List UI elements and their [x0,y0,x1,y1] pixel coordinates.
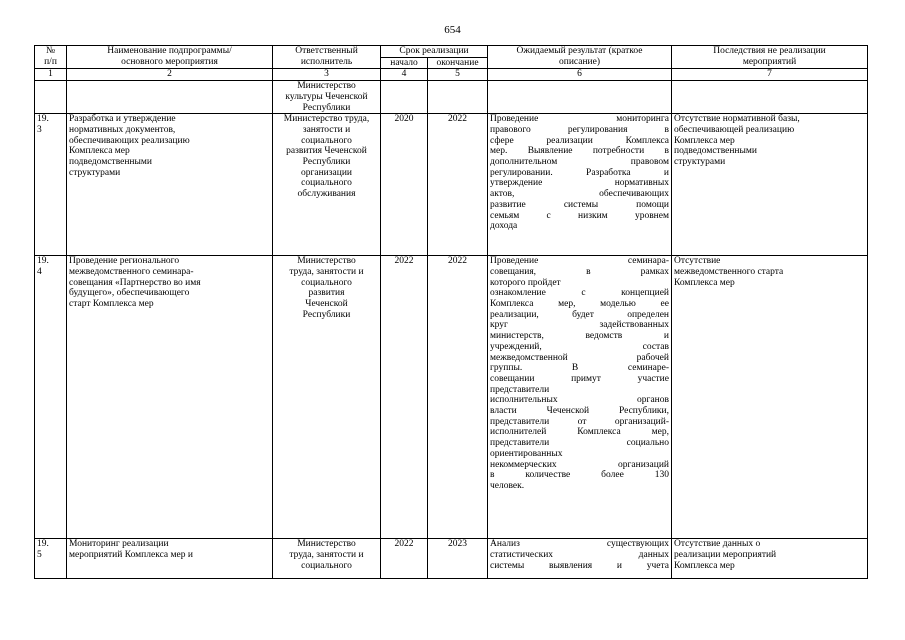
table-row [35,256,868,539]
header-consequences: Последствия не реализации мероприятий [672,46,868,69]
row-executor: Министерство труда, занятости и социального развития Чеченской Республики организации социального обслуживания [273,114,381,256]
row-consequences: Отсутствие межведомственного старта Комплекса мер [672,256,868,539]
row-executor: Министерство труда, занятости и социального [273,539,381,579]
row-name: Проведение регионального межведомственного семинара- совещания «Партнерство во имя будущего», обеспечивающего старт Комплекса мер [67,256,273,539]
row-executor: Министерство труда, занятости и социального развития Чеченской Республики [273,256,381,539]
row-name: Мониторинг реализации мероприятий Комплекса мер и [67,539,273,579]
row-end: 2023 [428,539,488,579]
header-start: начало [381,57,428,69]
col-number: 1 [35,69,67,81]
row-result [488,81,672,114]
row-num: 19. 5 [35,539,67,579]
row-name [67,81,273,114]
row-end: 2022 [428,256,488,539]
header-name: Наименование подпрограммы/ основного мероприятия [67,46,273,69]
row-result: Анализ существующих статистических данных системы выявления и учета [488,539,672,579]
header-executor: Ответственный исполнитель [273,46,381,69]
row-result: Проведение мониторинга правового регулирования в сфере реализации Комплекса мер. Выявление потребности в дополнительном правовом регулировании. Разработка и утверждение нормативных актов, обеспечивающих развитие системы помощи семьям с низким уровнем дохода [488,114,672,256]
row-start: 2020 [381,114,428,256]
table-row [35,539,868,579]
header-end: окончание [428,57,488,69]
page-number: 654 [444,24,461,36]
table-row [35,114,868,256]
row-consequences: Отсутствие нормативной базы, обеспечивающей реализацию Комплекса мер подведомственными структурами [672,114,868,256]
header-result: Ожидаемый результат (краткое описание) [488,46,672,69]
table-row [35,81,868,114]
col-number: 6 [488,69,672,81]
row-name: Разработка и утверждение нормативных документов, обеспечивающих реализацию Комплекса мер подведомственными структурами [67,114,273,256]
row-executor: Министерство культуры Чеченской Республики [273,81,381,114]
row-num [35,81,67,114]
col-number: 7 [672,69,868,81]
header-row [35,46,868,58]
row-start [381,81,428,114]
column-numbers-row [35,69,868,81]
col-number: 5 [428,69,488,81]
row-consequences: Отсутствие данных о реализации мероприятий Комплекса мер [672,539,868,579]
col-number: 4 [381,69,428,81]
measures-table [34,45,868,579]
row-end [428,81,488,114]
header-num: № п/п [35,46,67,69]
row-consequences [672,81,868,114]
header-period: Срок реализации [381,46,488,58]
col-number: 3 [273,69,381,81]
row-start: 2022 [381,539,428,579]
row-result: Проведение семинара- совещания, в рамках которого пройдет ознакомление с концепцией Комплекса мер, моделью ее реализации, будет определен круг задействованных министерств, ведомств и учреждений, состав межведомственной рабочей группы. В семинаре- совещании примут участие представители исполнительных органов власти Чеченской Республики, представители от организаций- исполнителей Комплекса мер, представители социально ориентированных некоммерческих организаций в количестве более 130 человек. [488,256,672,539]
row-start: 2022 [381,256,428,539]
row-num: 19. 4 [35,256,67,539]
col-number: 2 [67,69,273,81]
row-num: 19. 3 [35,114,67,256]
row-end: 2022 [428,114,488,256]
